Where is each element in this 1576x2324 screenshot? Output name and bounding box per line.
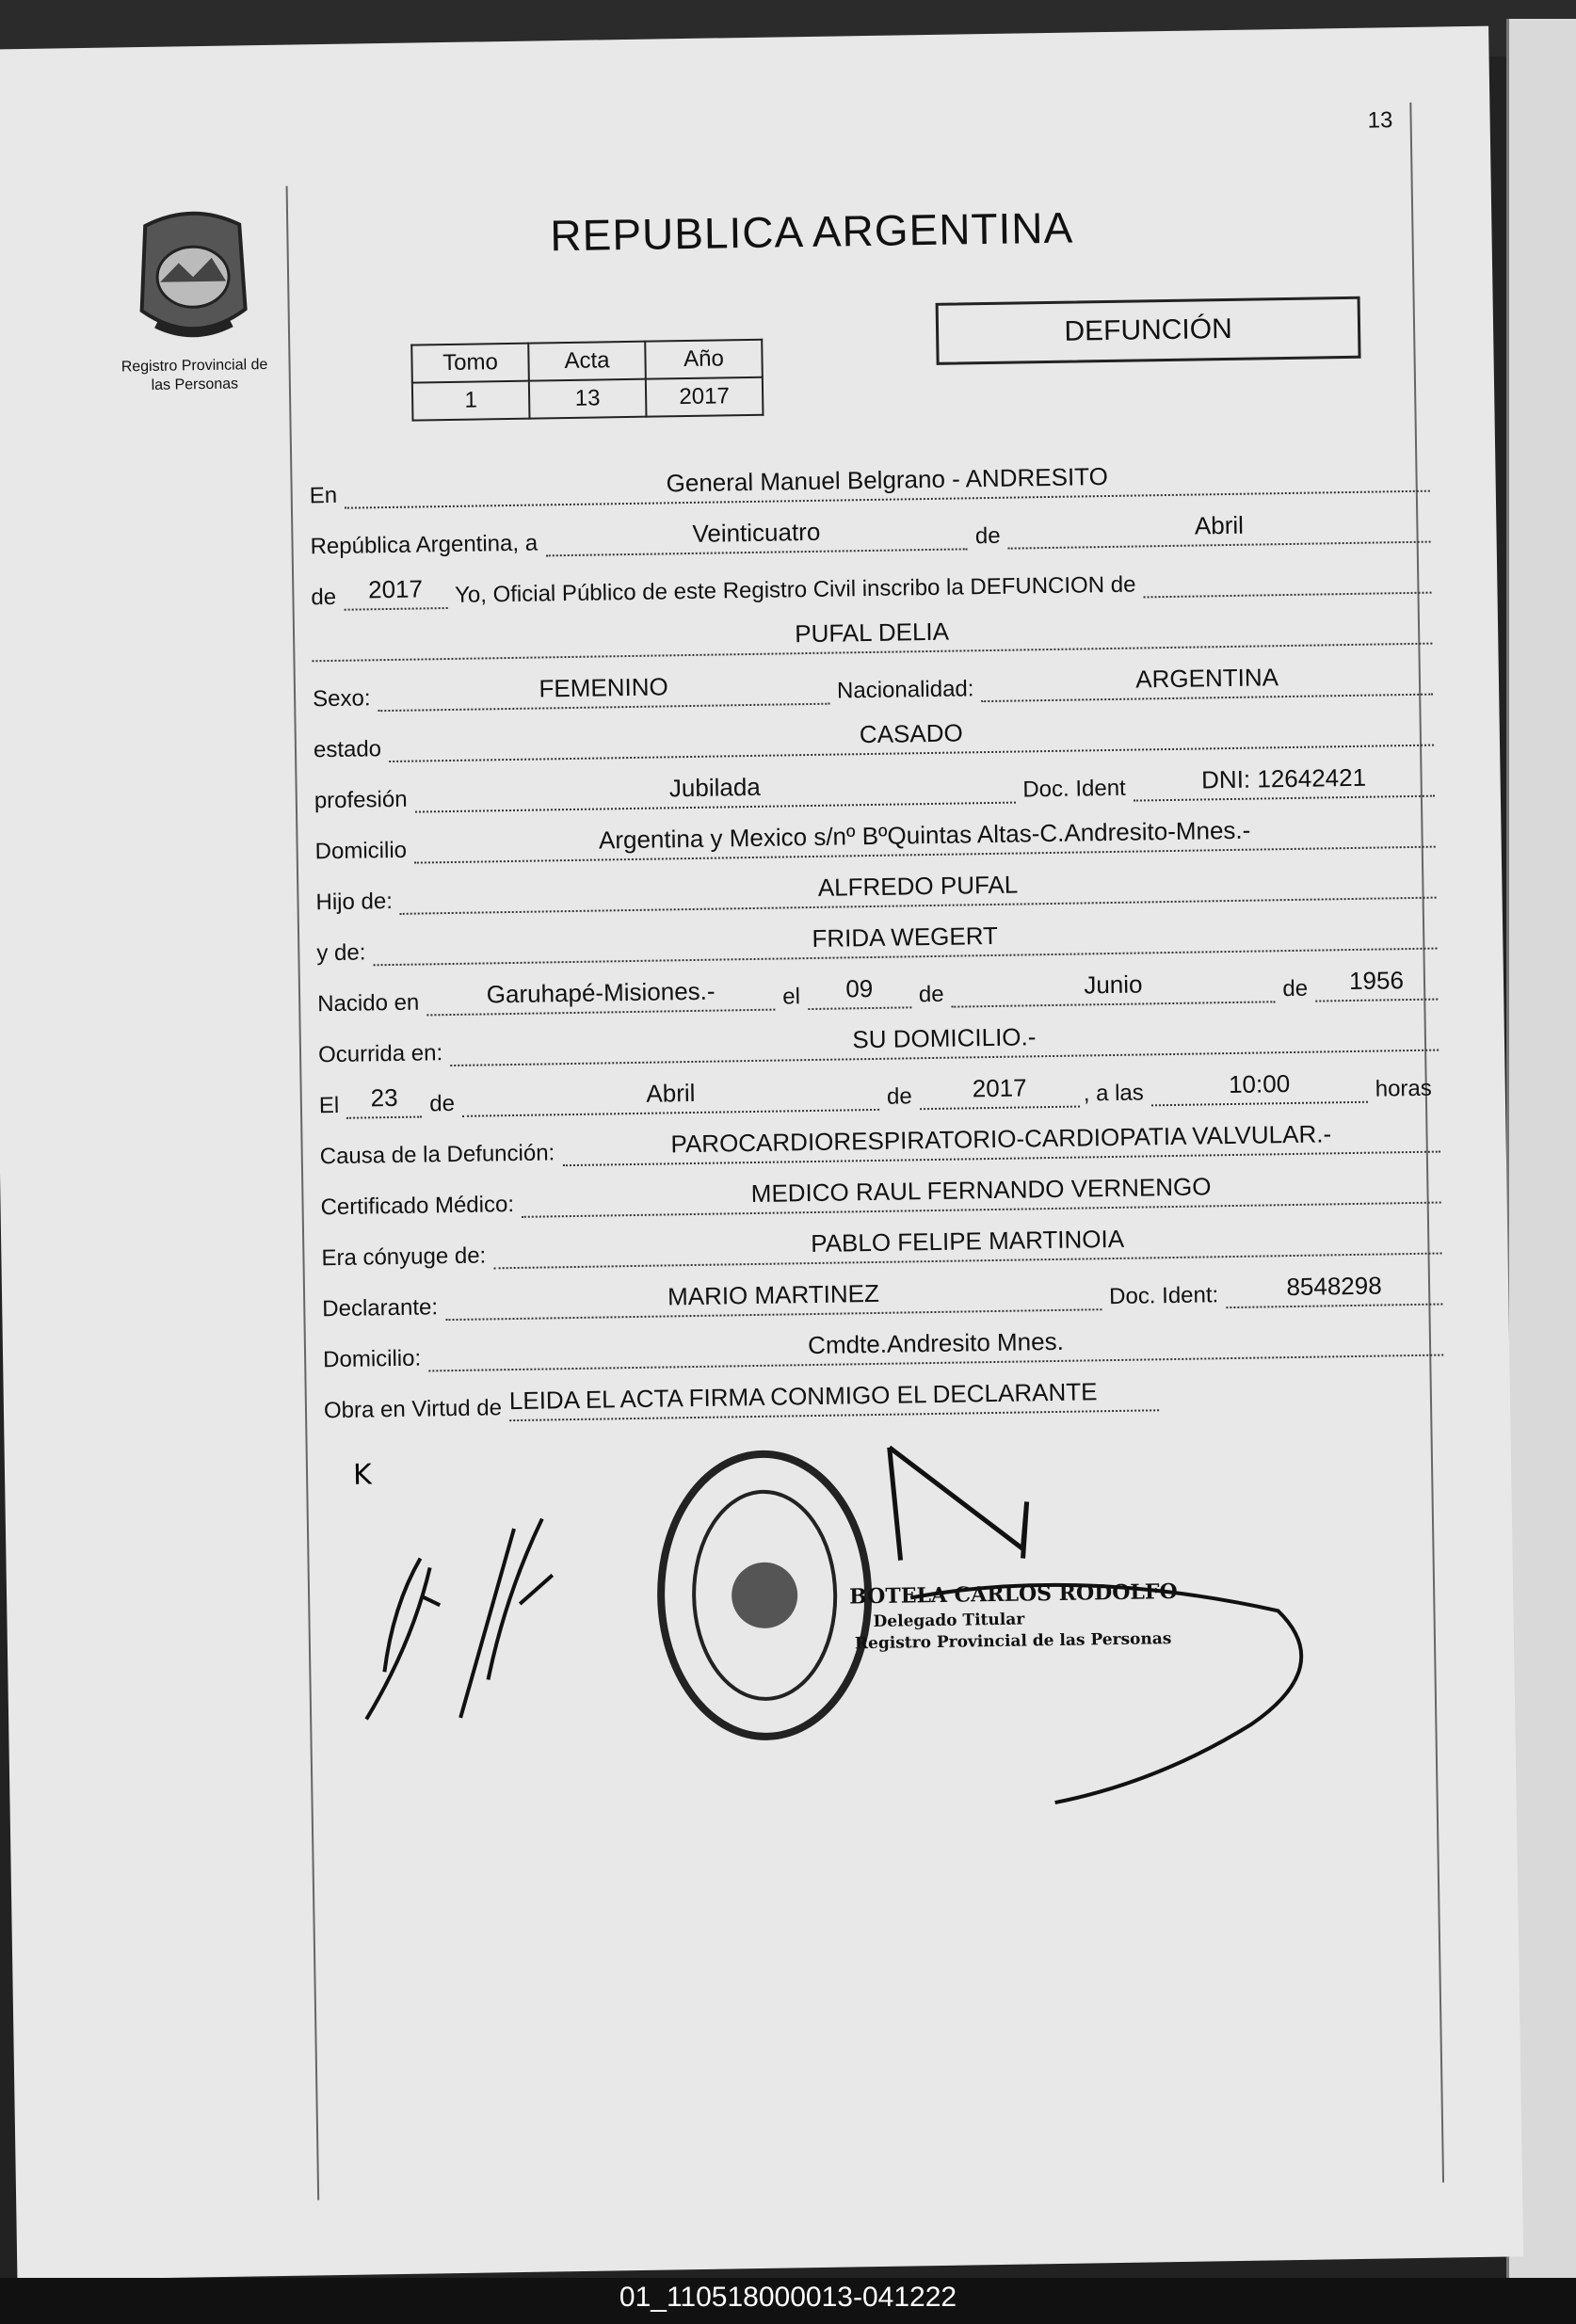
officer-signature: [890, 1445, 1028, 1560]
label-domicilio-declarante: Domicilio:: [322, 1345, 422, 1373]
value-estado: CASADO: [389, 712, 1434, 762]
label-estado: estado: [313, 736, 382, 763]
label-hijo: Hijo de:: [315, 888, 394, 916]
label-nacionalidad: Nacionalidad:: [836, 676, 974, 704]
value-acta: 13: [529, 379, 647, 419]
label-domicilio: Domicilio: [314, 837, 408, 865]
declarant-signature: [363, 1558, 442, 1719]
value-en: General Manuel Belgrano - ANDRESITO: [345, 457, 1430, 509]
value-doc-ident: DNI: 12642421: [1133, 762, 1435, 802]
value-nacido: Garuhapé-Misiones.-: [426, 976, 776, 1017]
label-horas: horas: [1375, 1075, 1432, 1102]
value-declarante-doc: 8548298: [1226, 1271, 1443, 1309]
value-domicilio: Argentina y Mexico s/nº BºQuintas Altas-C.Andresito-Mnes.-: [414, 813, 1436, 864]
value-certificado: MEDICO RAUL FERNANDO VERNENGO: [522, 1169, 1441, 1218]
label-ocurrida: Ocurrida en:: [317, 1040, 443, 1068]
value-declarante: MARIO MARTINEZ: [445, 1275, 1102, 1321]
label-de-nac-mes: de: [918, 981, 944, 1008]
value-def-dia: 23: [346, 1083, 423, 1119]
mark-k: K: [352, 1458, 373, 1492]
label-republica: República Argentina, a: [310, 530, 539, 560]
label-de-def-anio: de: [886, 1083, 912, 1110]
inscribo-text: Yo, Oficial Público de este Registro Civil inscribo la DEFUNCION de: [454, 571, 1136, 608]
label-de-anio: de: [311, 584, 337, 611]
page-title: REPUBLICA ARGENTINA: [550, 202, 1074, 261]
label-declarante: Declarante:: [322, 1294, 439, 1322]
header-tomo: Tomo: [411, 344, 529, 383]
label-obra: Obra en Virtud de: [323, 1395, 503, 1424]
value-obra: LEIDA EL ACTA FIRMA CONMIGO EL DECLARANTE: [509, 1376, 1159, 1421]
label-el-defuncion: El: [318, 1092, 340, 1119]
value-hijo: ALFREDO PUFAL: [400, 864, 1437, 915]
value-tomo: 1: [412, 381, 530, 421]
value-yde: FRIDA WEGERT: [373, 915, 1437, 967]
value-domicilio-declarante: Cmdte.Andresito Mnes.: [428, 1322, 1443, 1372]
value-nacionalidad: ARGENTINA: [981, 661, 1433, 703]
header-anio: Año: [645, 340, 763, 379]
header-acta: Acta: [528, 342, 646, 381]
signature-area: [324, 1419, 1460, 1889]
value-sexo: FEMENINO: [378, 670, 829, 713]
label-de-nac-anio: de: [1282, 975, 1309, 1002]
value-profesion: Jubilada: [414, 769, 1015, 813]
table-row: [412, 377, 764, 421]
value-dia: Veinticuatro: [545, 515, 968, 556]
label-doc-ident-declarante: Doc. Ident:: [1108, 1282, 1219, 1310]
second-signature: [458, 1518, 555, 1718]
document-type-box: DEFUNCIÓN: [936, 297, 1361, 365]
label-de: de: [974, 522, 1001, 550]
label-conyuge: Era cónyuge de:: [321, 1242, 487, 1272]
value-anio-inscripcion: 2017: [344, 574, 448, 611]
death-certificate-page: [0, 26, 1523, 2281]
registry-caption-line2: las Personas: [151, 376, 239, 393]
label-el: el: [782, 984, 801, 1010]
registry-stamp-emblem: [732, 1562, 798, 1628]
value-def-hora: 10:00: [1150, 1068, 1368, 1107]
label-alas: , a las: [1083, 1080, 1144, 1107]
value-nac-mes: Junio: [951, 968, 1275, 1007]
value-nac-dia: 09: [808, 973, 912, 1010]
page-number: 13: [1367, 107, 1393, 134]
certificate-fields: [309, 441, 1444, 1425]
signatures-drawing: [324, 1419, 1460, 1889]
record-table: [410, 339, 764, 422]
officer-org-stamp: Registro Provincial de las Personas: [854, 1629, 1172, 1654]
province-seal-logo: [126, 205, 260, 348]
value-nombre: PUFAL DELIA: [312, 610, 1432, 663]
value-def-anio: 2017: [919, 1073, 1080, 1111]
value-mes: Abril: [1007, 508, 1430, 550]
label-profesion: profesión: [314, 786, 408, 814]
officer-role-stamp: Delegado Titular: [873, 1610, 1025, 1632]
officer-name-stamp: BOTELA CARLOS RODOLFO: [848, 1579, 1178, 1610]
registry-caption-line1: Registro Provincial de: [121, 356, 268, 376]
value-anio: 2017: [646, 377, 764, 417]
table-header-row: [411, 340, 763, 383]
value-causa: PAROCARDIORESPIRATORIO-CARDIOPATIA VALVULAR.-: [562, 1118, 1440, 1167]
label-nacido: Nacido en: [317, 989, 420, 1018]
footer-code: 01_110518000013-041222: [619, 2282, 957, 2313]
label-sexo: Sexo:: [312, 685, 371, 713]
value-nac-anio: 1956: [1315, 966, 1439, 1002]
label-causa: Causa de la Defunción:: [319, 1140, 555, 1170]
label-doc-ident: Doc. Ident: [1022, 775, 1126, 803]
label-de-def-mes: de: [429, 1090, 456, 1117]
label-en: En: [309, 482, 338, 509]
label-yde: y de:: [316, 939, 366, 967]
value-conyuge: PABLO FELIPE MARTINOIA: [493, 1220, 1442, 1270]
value-ocurrida: SU DOMICILIO.-: [450, 1017, 1439, 1066]
registry-caption: [90, 355, 298, 395]
value-def-mes: Abril: [462, 1076, 880, 1117]
label-certificado: Certificado Médico:: [320, 1191, 515, 1221]
